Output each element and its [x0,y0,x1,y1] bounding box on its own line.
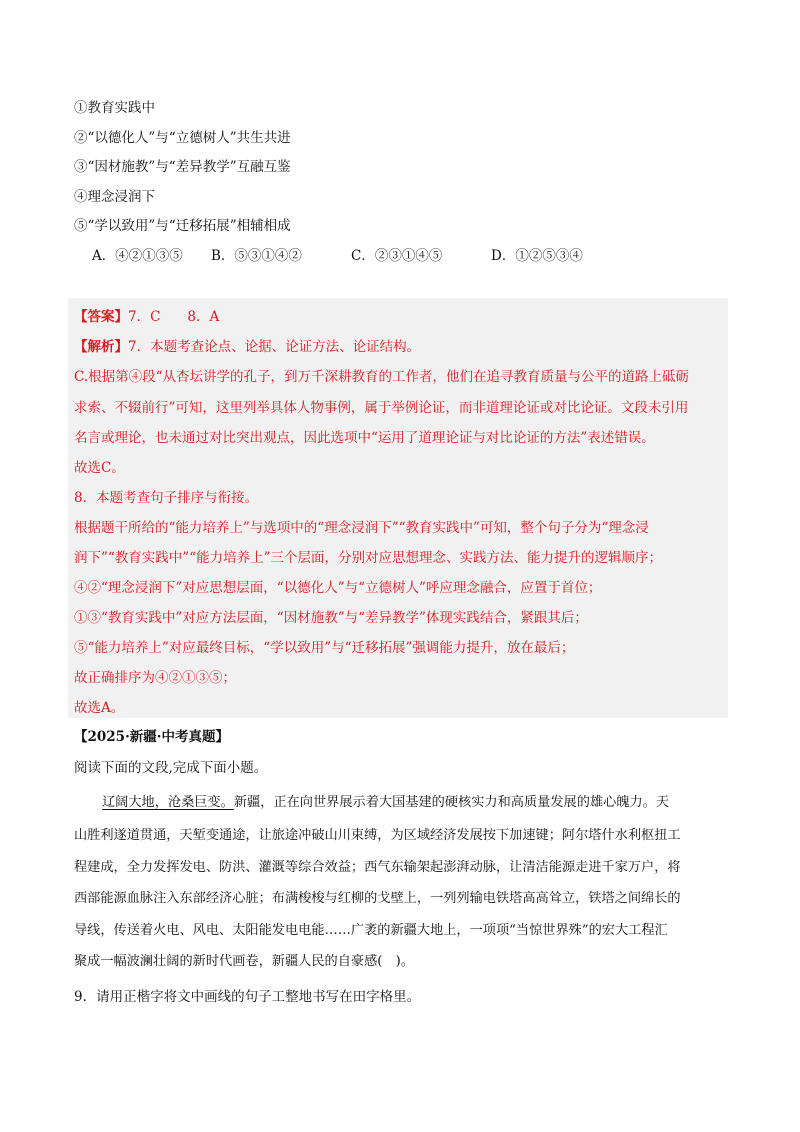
analysis-intro-line [74,337,420,357]
passage-line-1 [74,793,728,813]
passage-line-2: 山胜利遂道贯通，天堑变通途，让旅途冲破山川束缚，为区域经济发展按下加速键；阿尔塔什水利枢扭工 [74,828,681,843]
option-item-1: ①教育实践中 [74,100,155,116]
analysis-line-6: 根据题干所给的“能力培养上”与选项中的“理念浸润下”“教育实践中”可知，整个句子分为“理念浸 [74,520,649,536]
answer-line [74,307,219,327]
analysis-line-12: 故选A。 [74,700,125,716]
underlined-sentence: 辽阔大地，沧桑巨变。 [102,795,234,810]
passage-line-3: 程建成，全力发挥发电、防洪、灌溉等综合效益；西气东输架起澎湃动脉，让清洁能源走进千家万户，将 [74,860,681,875]
analysis-line-1: C.根据第④段“从杏坛讲学的孔子，到万千深耕教育的工作者，他们在追寻教育质量与公平的道路上砥砺 [74,369,690,385]
option-item-3: ③“因材施教”与“差异教学”互融互鉴 [74,159,291,175]
choice-c: C．②③①④⑤ [351,248,443,264]
passage-line-1-rest: 新疆，正在向世界展示着大国基建的硬核实力和高质量发展的雄心魄力。天 [233,795,670,810]
instruction: 阅读下面的文段,完成下面小题。 [74,760,268,776]
option-item-5: ⑤“学以致用”与“迁移拓展”相辅相成 [74,218,291,234]
analysis-line-3: 名言或理论，也未通过对比突出观点，因此选项中“运用了道理论证与对比论证的方法”表述错误。 [74,430,655,446]
answer-label: 【答案】 [74,309,128,325]
analysis-line-9: ①③“教育实践中”对应方法层面，“因材施教”与“差异教学”体现实践结合，紧跟其后； [74,610,588,626]
option-item-2: ②“以德化人”与“立德树人”共生共进 [74,130,291,146]
answer-choices [92,246,583,266]
analysis-line-5: 8．本题考查句子排序与衔接。 [74,490,259,506]
analysis-line-8: ④②“理念浸润下”对应思想层面，“以德化人”与“立德树人”呼应理念融合，应置于首位； [74,580,602,596]
option-item-4: ④理念浸润下 [74,189,155,205]
choice-a: A．④②①③⑤ [92,248,183,264]
analysis-line-7: 润下”“教育实践中”“能力培养上”三个层面，分别对应思想理念、实践方法、能力提升的逻辑顺序； [74,550,663,566]
question-9: 9．请用正楷字将文中画线的句子工整地书写在田字格里。 [74,989,421,1005]
analysis-line-10: ⑤“能力培养上”对应最终目标，“学以致用”与“迁移拓展”强调能力提升，放在最后； [74,640,575,656]
analysis-line-4: 故选C。 [74,460,125,476]
analysis-label: 【解析】 [74,339,128,355]
passage-line-4: 西部能源血脉注入东部经济心脏；布满梭梭与红柳的戈壁上，一列列输电铁塔高高耸立，铁塔之间绵长的 [74,891,681,906]
passage-line-6: 聚成一幅波澜壮阔的新时代画卷，新疆人民的自豪感( )。 [74,954,414,969]
answer-text: 7．C 8．A [128,309,220,325]
choice-d: D．①②⑤③④ [491,248,583,264]
section-tag: 【2025·新疆·中考真题】 [74,729,229,745]
analysis-line-2: 求索、不辍前行”可知，这里列举具体人物事例，属于举例论证，而非道理论证或对比论证。文段未引用 [74,400,689,416]
choice-b: B．⑤③①④② [211,248,302,264]
passage-line-5: 导线，传送着火电、风电、太阳能发电电能……广袤的新疆大地上，一项项“当惊世界殊”的宏大工程汇 [74,923,668,938]
analysis-intro: 7．本题考查论点、论据、论证方法、论证结构。 [128,339,421,355]
analysis-line-11: 故正确排序为④②①③⑤； [74,670,236,686]
